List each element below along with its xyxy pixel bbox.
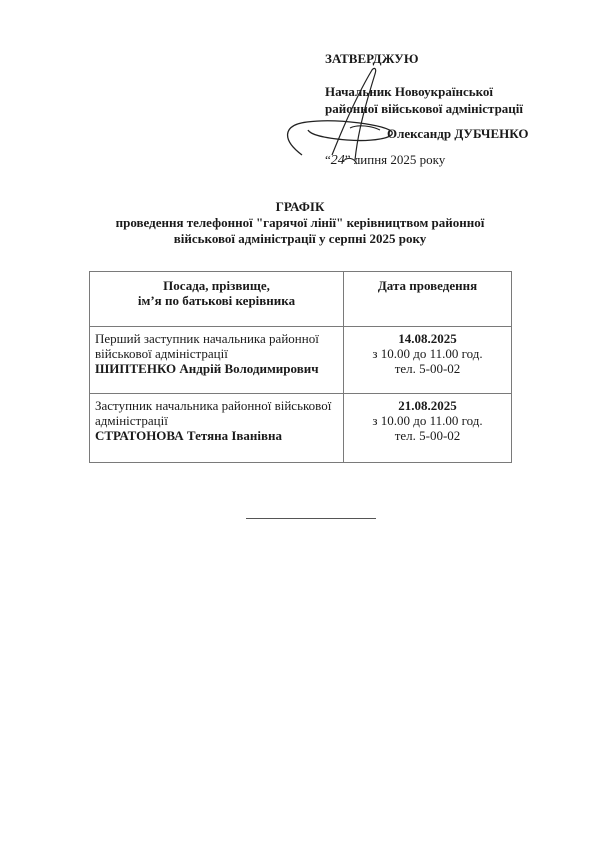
header-date: Дата проведення (344, 272, 512, 327)
document-subtitle-line1: проведення телефонної "гарячої лінії" керівництвом районної (115, 215, 485, 230)
hotline-time: з 10.00 до 11.00 год. (372, 346, 483, 361)
closing-divider (246, 518, 376, 519)
table-row (90, 327, 512, 394)
hotline-date: 21.08.2025 (398, 398, 457, 413)
header-position-name-line2: ім’я по батькові керівника (137, 293, 296, 308)
row-person (90, 394, 344, 463)
table-row (90, 394, 512, 463)
document-heading (80, 199, 520, 247)
row-date (344, 394, 512, 463)
hotline-phone: тел. 5-00-02 (394, 361, 461, 376)
approval-date-rest: липня 2025 року (353, 152, 446, 167)
header-position-name-line1: Посада, прізвище, (163, 278, 270, 293)
row-date (344, 327, 512, 394)
person-name: СТРАТОНОВА Тетяна Іванівна (95, 428, 283, 443)
approve-word: ЗАТВЕРДЖУЮ (325, 51, 419, 66)
approver-name: Олександр ДУБЧЕНКО (387, 126, 529, 141)
person-name: ШИПТЕНКО Андрій Володимирович (95, 361, 319, 376)
document-title: ГРАФІК (275, 199, 325, 214)
approver-position-line1: Начальник Новоукраїнської (325, 84, 494, 99)
header-position-name (90, 272, 344, 327)
hotline-time: з 10.00 до 11.00 год. (372, 413, 483, 428)
approval-date-open-quote: “ (325, 152, 331, 167)
document-subtitle-line2: військової адміністрації у серпні 2025 року (173, 231, 427, 246)
row-person (90, 327, 344, 394)
hotline-phone: тел. 5-00-02 (394, 428, 461, 443)
hotline-date: 14.08.2025 (398, 331, 457, 346)
schedule-table (89, 271, 512, 463)
approval-date-close-quote: ” (344, 152, 351, 167)
approver-position-line2: районної військової адміністрації (325, 101, 524, 116)
person-position: Заступник начальника районної військової адміністрації (95, 398, 332, 428)
approval-date-day: 24 (330, 153, 345, 168)
signature-image (262, 60, 402, 180)
table-header-row (90, 272, 512, 327)
person-position: Перший заступник начальника районної військової адміністрації (95, 331, 319, 361)
